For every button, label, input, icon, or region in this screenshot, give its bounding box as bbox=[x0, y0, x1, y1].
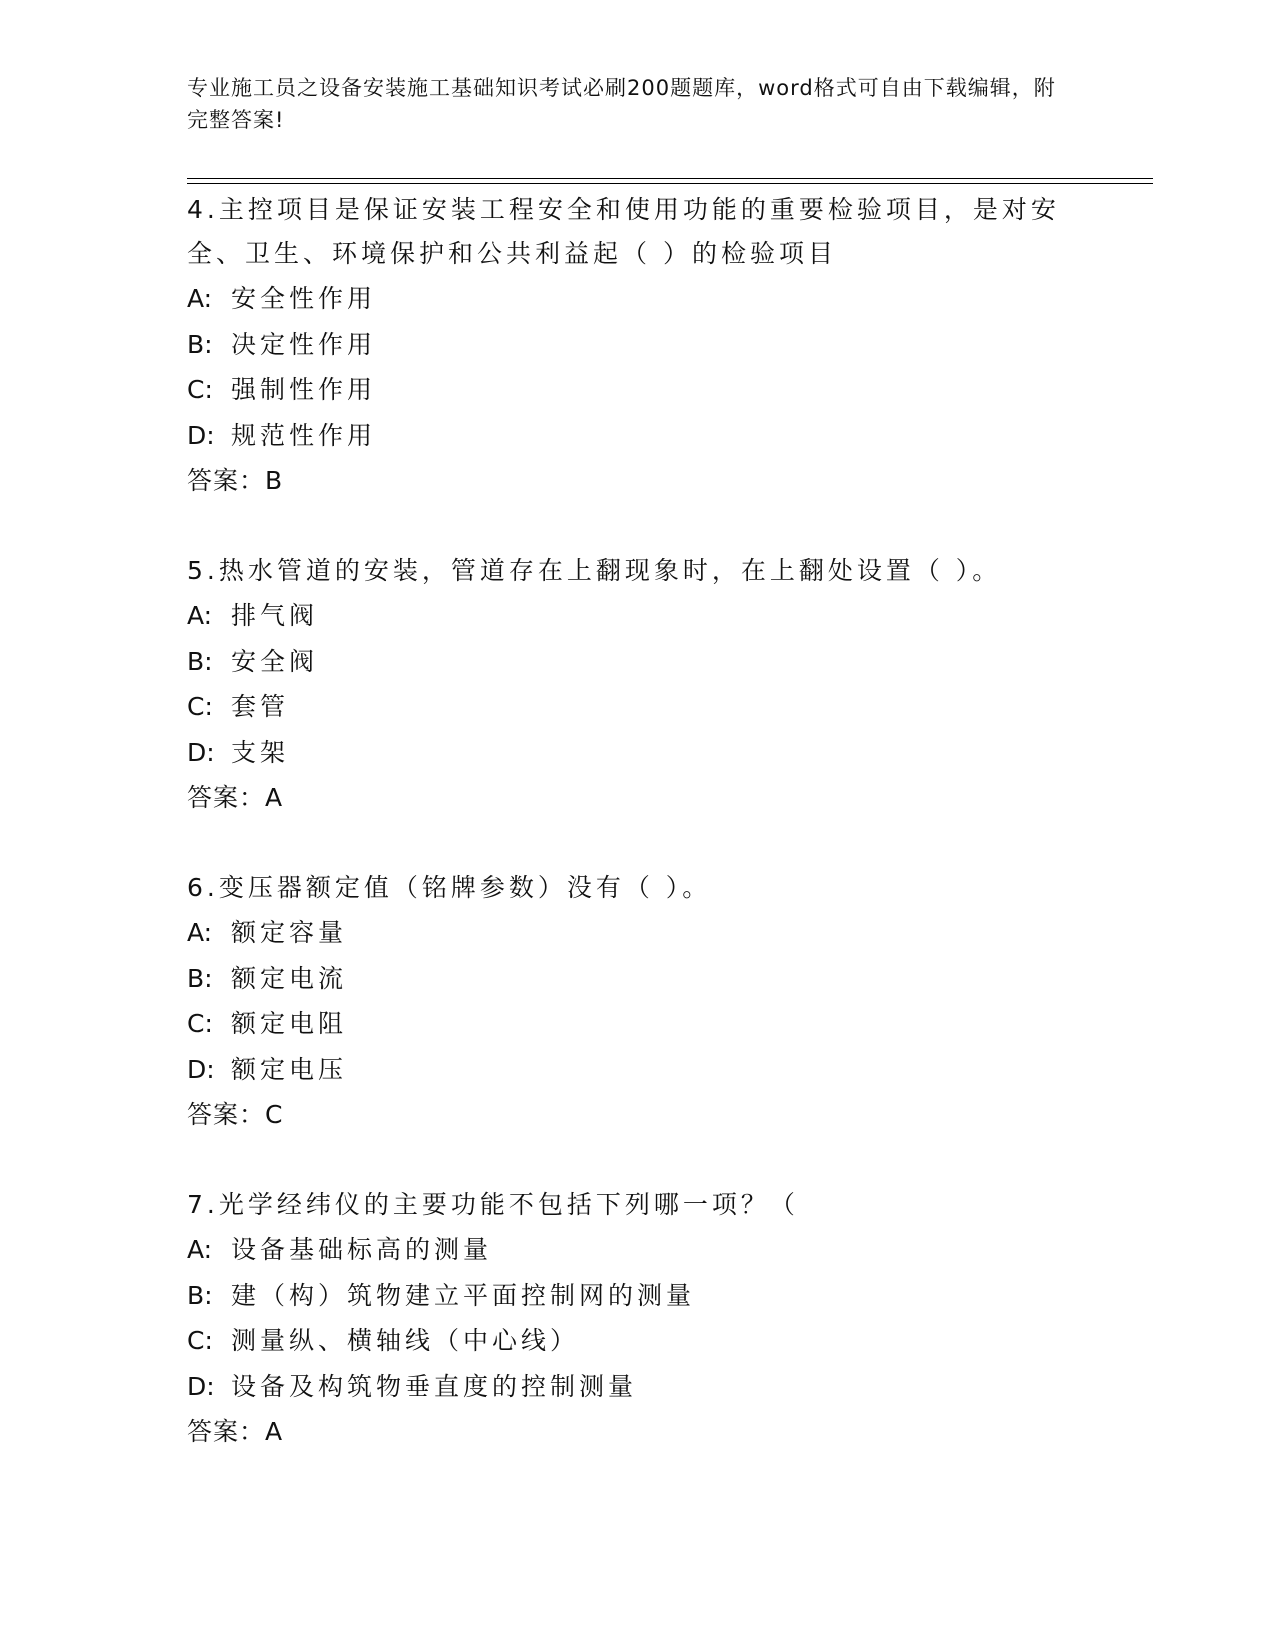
header-divider-bottom bbox=[187, 183, 1153, 184]
option-letter: C: bbox=[187, 1326, 213, 1355]
option-a bbox=[187, 1227, 1067, 1273]
option-a bbox=[187, 593, 1067, 639]
option-d bbox=[187, 413, 1067, 459]
question-text: 4.主控项目是保证安装工程安全和使用功能的重要检验项目，是对安全、卫生、环境保护和公共利益起（ ）的检验项目 bbox=[187, 195, 1060, 268]
option-text: 安全性作用 bbox=[231, 284, 377, 313]
option-c bbox=[187, 1318, 1067, 1364]
option-text: 强制性作用 bbox=[231, 375, 377, 404]
option-letter: C: bbox=[187, 692, 213, 721]
option-letter: D: bbox=[187, 1371, 215, 1401]
option-text: 额定电流 bbox=[231, 963, 348, 993]
question-text: 7.光学经纬仪的主要功能不包括下列哪一项？（ bbox=[187, 1190, 799, 1219]
answer-line: 答案：C bbox=[187, 1100, 284, 1129]
option-letter: C: bbox=[187, 375, 213, 404]
answer-line: 答案：B bbox=[187, 466, 284, 495]
question-5 bbox=[187, 549, 1067, 820]
question-6 bbox=[187, 866, 1067, 1137]
option-text: 决定性作用 bbox=[231, 329, 377, 359]
option-letter: D: bbox=[187, 420, 215, 450]
option-b bbox=[187, 639, 1067, 685]
option-text: 支架 bbox=[231, 737, 290, 767]
option-letter: A: bbox=[187, 601, 213, 630]
option-c bbox=[187, 1001, 1067, 1047]
option-a bbox=[187, 276, 1067, 322]
option-text: 额定电阻 bbox=[231, 1009, 348, 1038]
option-letter: A: bbox=[187, 1235, 213, 1264]
question-4 bbox=[187, 188, 1067, 503]
header-divider-top bbox=[187, 178, 1153, 179]
answer-line: 答案：A bbox=[187, 783, 284, 812]
question-7 bbox=[187, 1183, 1067, 1454]
option-b bbox=[187, 956, 1067, 1002]
option-c bbox=[187, 367, 1067, 413]
document-header: 专业施工员之设备安装施工基础知识考试必刷200题题库，word格式可自由下载编辑，附完整答案! bbox=[187, 76, 1056, 132]
option-d bbox=[187, 730, 1067, 776]
question-text: 5.热水管道的安装，管道存在上翻现象时，在上翻处设置（ ）。 bbox=[187, 556, 1002, 585]
option-d bbox=[187, 1364, 1067, 1410]
option-text: 建（构）筑物建立平面控制网的测量 bbox=[231, 1280, 696, 1310]
option-text: 设备基础标高的测量 bbox=[231, 1235, 493, 1264]
option-text: 测量纵、横轴线（中心线） bbox=[231, 1326, 580, 1355]
option-letter: D: bbox=[187, 1054, 215, 1084]
option-text: 规范性作用 bbox=[231, 420, 377, 450]
question-text: 6.变压器额定值（铭牌参数）没有（ ）。 bbox=[187, 873, 712, 902]
option-letter: B: bbox=[187, 329, 213, 359]
option-text: 套管 bbox=[231, 692, 290, 721]
option-letter: A: bbox=[187, 284, 213, 313]
answer-line: 答案：A bbox=[187, 1417, 284, 1446]
question-list bbox=[187, 188, 1067, 1500]
option-letter: C: bbox=[187, 1009, 213, 1038]
option-letter: A: bbox=[187, 918, 213, 947]
option-text: 安全阀 bbox=[231, 646, 319, 676]
option-text: 额定容量 bbox=[231, 918, 348, 947]
option-text: 设备及构筑物垂直度的控制测量 bbox=[231, 1371, 638, 1401]
option-d bbox=[187, 1047, 1067, 1093]
option-letter: B: bbox=[187, 1280, 213, 1310]
option-letter: B: bbox=[187, 646, 213, 676]
option-text: 额定电压 bbox=[231, 1054, 348, 1084]
option-b bbox=[187, 322, 1067, 368]
option-c bbox=[187, 684, 1067, 730]
option-b bbox=[187, 1273, 1067, 1319]
option-letter: B: bbox=[187, 963, 213, 993]
option-text: 排气阀 bbox=[231, 601, 319, 630]
option-letter: D: bbox=[187, 737, 215, 767]
option-a bbox=[187, 910, 1067, 956]
